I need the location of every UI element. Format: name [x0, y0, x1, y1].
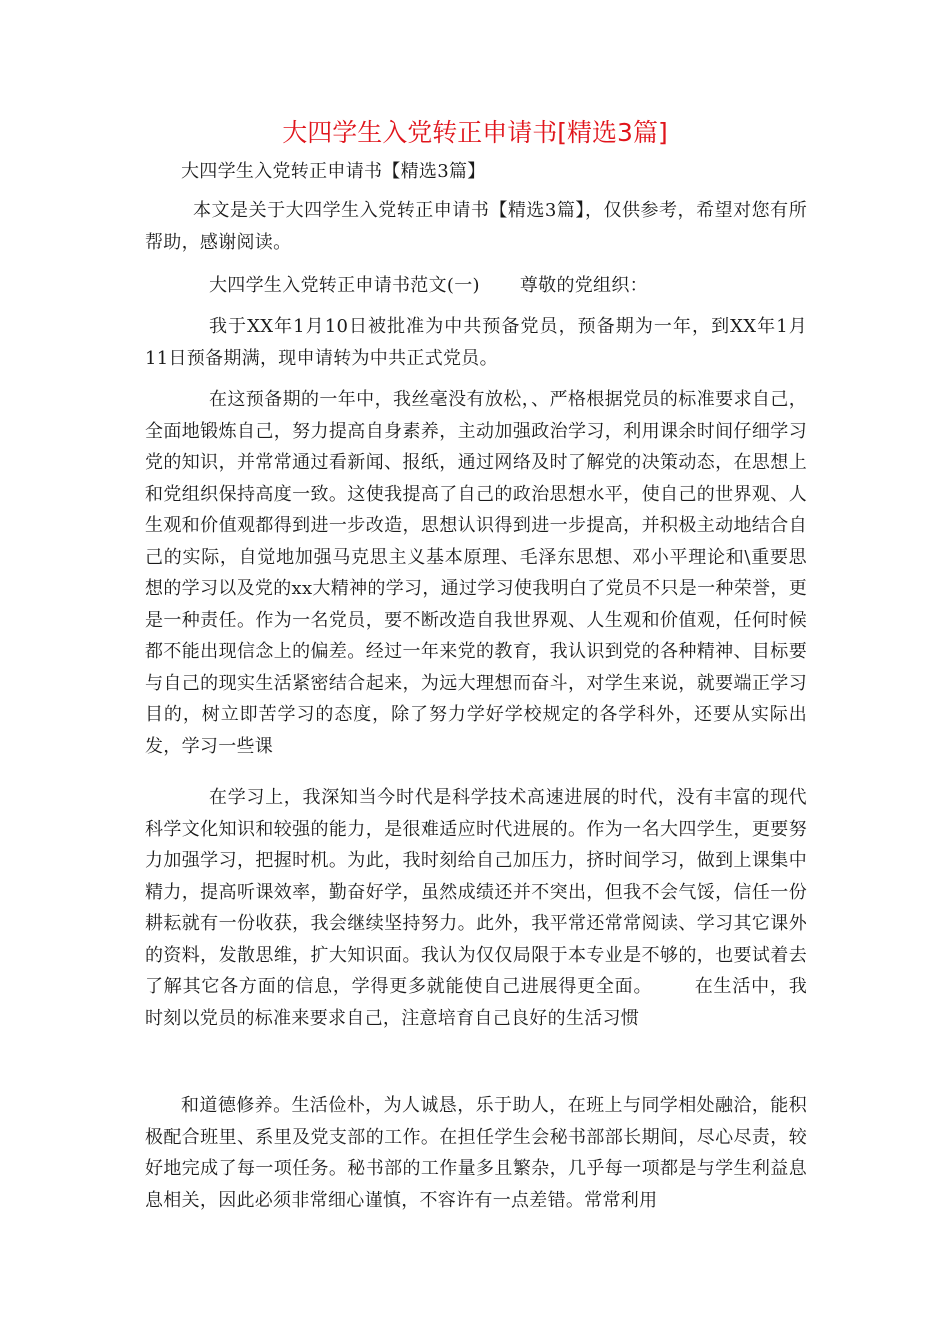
paragraph-3-study: 在学习上，我深知当今时代是科学技术高速进展的时代，没有丰富的现代科学文化知识和较强的能力，是很难适应时代进展的。作为一名大四学生，更要努力加强学习，把握时机。为此，我时刻给自己加压力，挤时间学习，做到上课集中精力，提高听课效率，勤奋好学，虽然成绩还并不突出，但我不会气馁，信任一份耕耘就有一份收获，我会继续坚持努力。此外，我平常还常常阅读、学习其它课外的资料，发散思维，扩大知识面。我认为仅仅局限于本专业是不够的，也要试着去了解其它各方面的信息，学得更多就能使自己进展得更全面。: [145, 787, 807, 997]
salutation: 尊敬的党组织：: [519, 275, 648, 296]
paragraph-3: [145, 782, 807, 1034]
paragraph-3-life: 在生活中，我时刻以党员的标准来要求自己，注意培育自己良好的生活习惯: [145, 976, 807, 1029]
document-subtitle: 大四学生入党转正申请书【精选3篇】: [181, 161, 486, 182]
section-heading: 大四学生入党转正申请书范文(一): [209, 275, 480, 296]
document-title: 大四学生入党转正申请书[精选3篇]: [282, 118, 668, 147]
paragraph-1: 我于XX年1月10日被批准为中共预备党员，预备期为一年，到XX年1月11日预备期满，现申请转为中共正式党员。: [145, 316, 807, 369]
paragraph-2: 在这预备期的一年中，我丝毫没有放松，、严格根据党员的标准要求自己，全面地锻炼自己，努力提高自身素养，主动加强政治学习，利用课余时间仔细学习党的知识，并常常通过看新闻、报纸，通过网络及时了解党的决策动态，在思想上和党组织保持高度一致。这使我提高了自己的政治思想水平，使自己的世界观、人生观和价值观都得到进一步改造，思想认识得到进一步提高，并积极主动地结合自己的实际，自觉地加强马克思主义基本原理、毛泽东思想、邓小平理论和\重要思想的学习以及党的xx大精神的学习，通过学习使我明白了党员不只是一种荣誉，更是一种责任。作为一名党员，要不断改造自我世界观、人生观和价值观，任何时候都不能出现信念上的偏差。经过一年来党的教育，我认识到党的各种精神、目标要与自己的现实生活紧密结合起来，为远大理想而奋斗，对学生来说，就要端正学习目的，树立即苦学习的态度，除了努力学好学校规定的各学科外，还要从实际出发，学习一些课: [145, 389, 807, 757]
paragraph-4: 和道德修养。生活俭朴，为人诚恳，乐于助人，在班上与同学相处融洽，能积极配合班里、系里及党支部的工作。在担任学生会秘书部部长期间，尽心尽责，较好地完成了每一项任务。秘书部的工作量多且繁杂，几乎每一项都是与学生利益息息相关，因此必须非常细心谨慎，不容许有一点差错。常常利用: [145, 1095, 807, 1211]
section-heading-line: [145, 270, 807, 302]
intro-paragraph: 本文是关于大四学生入党转正申请书【精选3篇】，仅供参考，希望对您有所帮助，感谢阅读。: [145, 200, 807, 253]
